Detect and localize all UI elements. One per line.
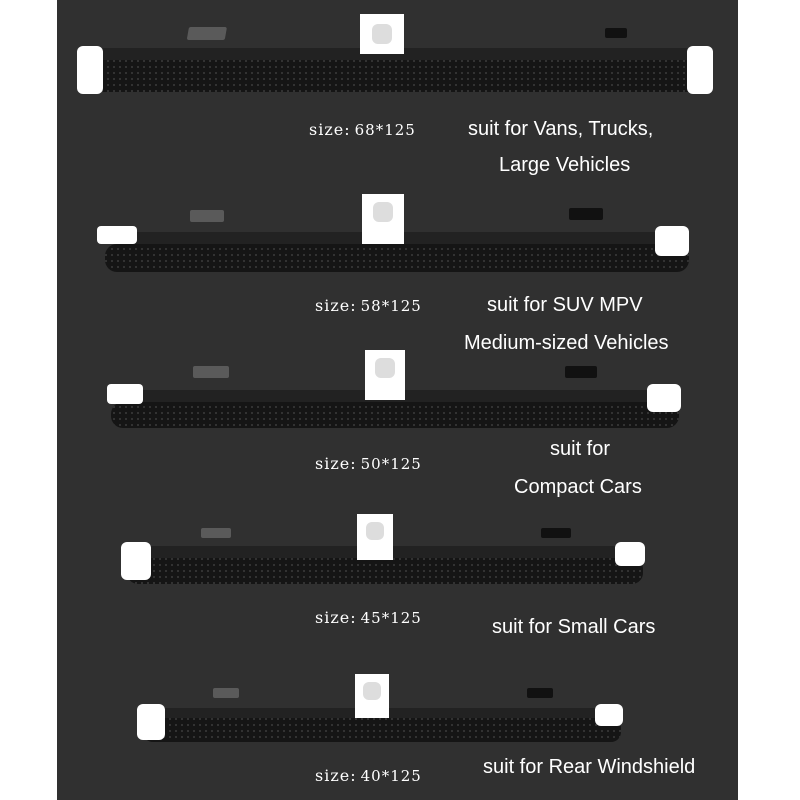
size-label: size: 40*125: [315, 766, 422, 785]
sunshade-roller-image: [105, 350, 685, 430]
sunshade-roller-image: [137, 674, 627, 746]
size-label: size: 68*125: [309, 120, 416, 139]
suit-text-line: suit for: [550, 438, 611, 460]
suit-text-line: suit for Small Cars: [492, 616, 656, 638]
suit-text-line: suit for Rear Windshield: [483, 756, 696, 778]
sunshade-roller-image: [121, 514, 649, 588]
size-label: size: 50*125: [315, 454, 422, 473]
suit-text-line: suit for SUV MPV: [487, 294, 643, 316]
suit-text-line: Medium-sized Vehicles: [464, 332, 669, 354]
sunshade-roller-image: [75, 10, 715, 96]
suit-text-line: Compact Cars: [514, 476, 642, 498]
sunshade-roller-image: [97, 192, 697, 276]
suit-text-line: suit for Vans, Trucks,: [468, 118, 654, 140]
size-label: size: 45*125: [315, 608, 422, 627]
size-label: size: 58*125: [315, 296, 422, 315]
suit-text-line: Large Vehicles: [499, 154, 631, 176]
product-panel: [57, 0, 738, 800]
